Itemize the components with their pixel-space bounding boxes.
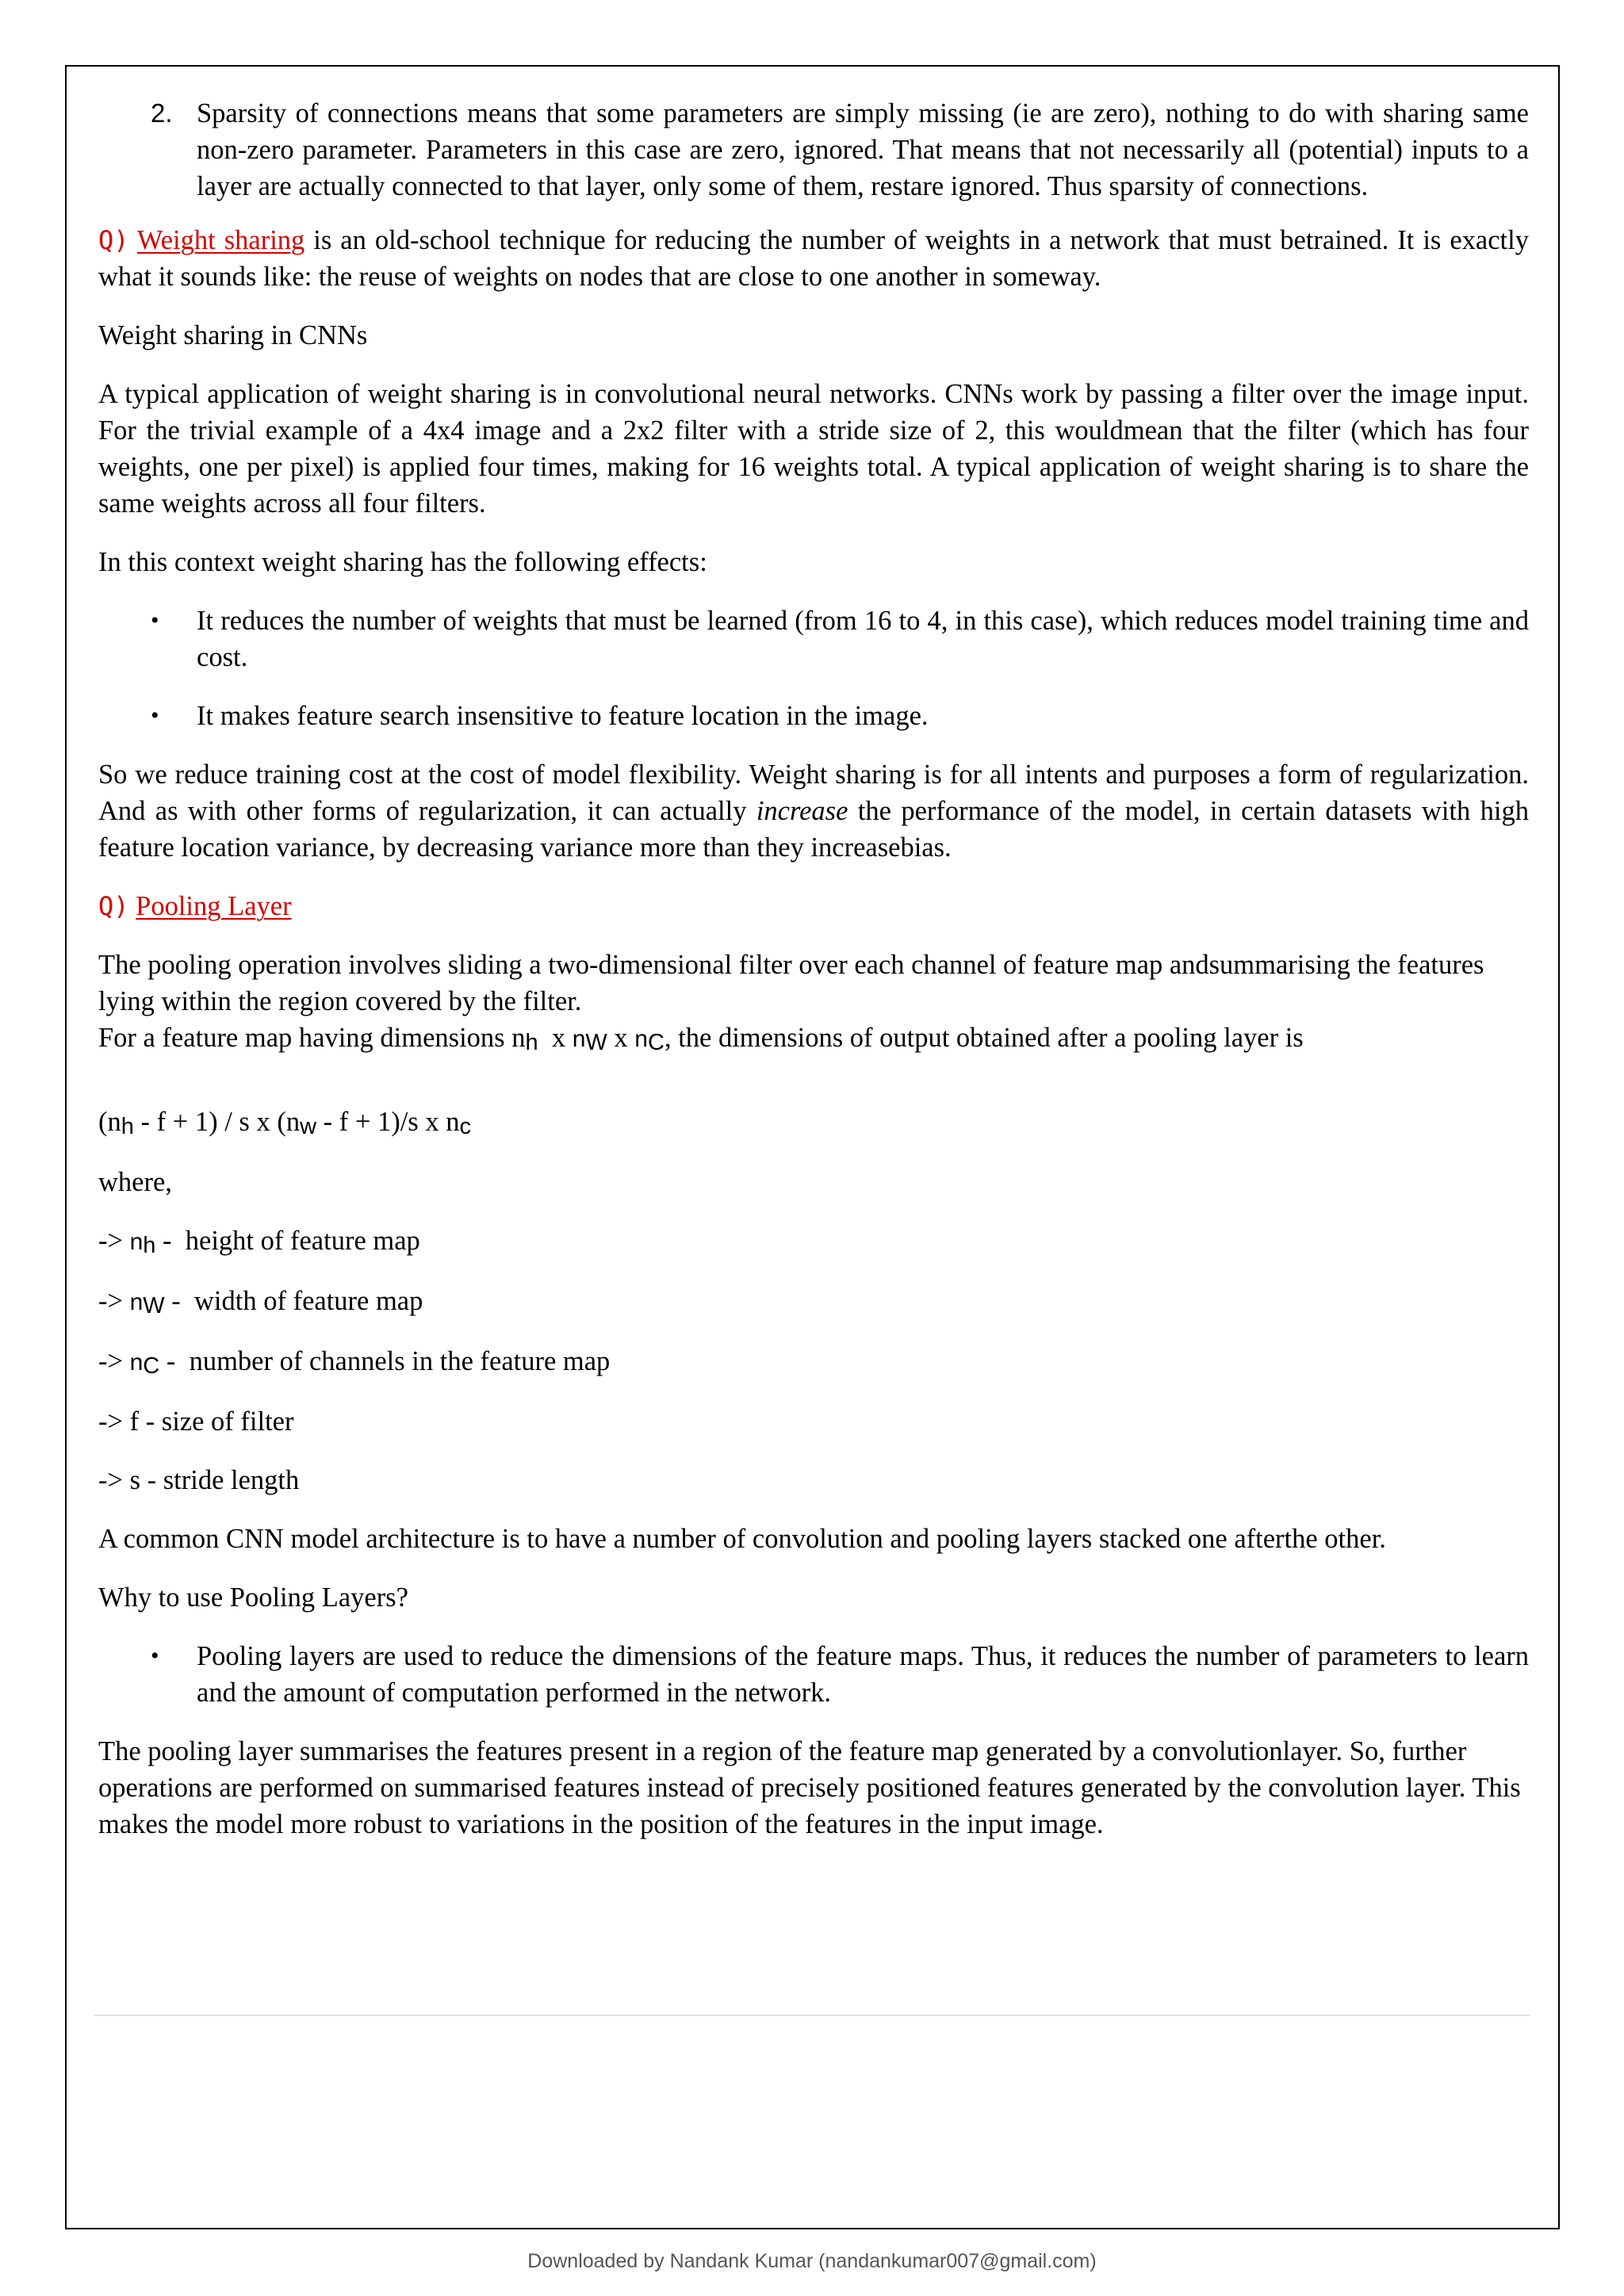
- pooling-dimensions-text: For a feature map having dimensions nh x nW x nC, the dimensions of output obtained after a pooling layer is: [98, 1023, 1304, 1055]
- weight-sharing-paragraph: A typical application of weight sharing is in convolutional neural networks. CNNs work by passing a filter over the image input. For the trivial example of a 4x4 image and a 2x2 filter with a stride size of 2, this wouldmean that the filter (which has four weights, one per pixel) is applied four times, making for 16 weights total. A typical application of weight sharing is to share the same weights across all four filters.: [98, 379, 1529, 519]
- pooling-formula: [98, 1104, 1529, 1142]
- subscript-h: h: [143, 1233, 156, 1258]
- emphasis-increase: increase: [756, 796, 848, 826]
- question-label: Q): [98, 225, 129, 255]
- subscript-h: h: [525, 1030, 538, 1055]
- subscript-c: C: [143, 1353, 160, 1379]
- where-label: where,: [98, 1167, 172, 1197]
- footer-divider: [94, 2015, 1530, 2016]
- definition-f: -> f - size of filter: [98, 1406, 294, 1437]
- why-pooling-heading: Why to use Pooling Layers?: [98, 1582, 408, 1613]
- symbol-n: n: [572, 1026, 586, 1052]
- question-label: Q): [98, 891, 129, 921]
- document-body: [98, 95, 1529, 1865]
- numbered-item-sparsity: [98, 95, 1529, 205]
- conclusion-text: So we reduce training cost at the cost of model flexibility. Weight sharing is for all intents and purposes a form of regularization. And as with other forms of regularization, it can actually: [98, 760, 1529, 826]
- sparsity-text: Sparsity of connections means that some parameters are simply missing (ie are zero), nothing to do with sharing same non-zero parameter. Parameters in this case are zero, ignored. That means that not necessarily all (potential) inputs to a layer are actually connected to that layer, only some of them, restare ignored. Thus sparsity of connections.: [197, 98, 1529, 201]
- weight-sharing-subheading: Weight sharing in CNNs: [98, 320, 368, 350]
- pooling-paragraph: The pooling operation involves sliding a two-dimensional filter over each channel of feature map andsummarising the features lying within the region covered by the filter.: [98, 950, 1484, 1016]
- conclusion-text: the performance of the model, in certain datasets with high feature location variance, by decreasing variance more than they increasebias.: [98, 796, 1529, 863]
- definition-nc: -> nC - number of channels in the feature map: [98, 1346, 611, 1379]
- download-footer: Downloaded by Nandank Kumar (nandankumar007@gmail.com): [527, 2250, 1097, 2272]
- bullet-text: It reduces the number of weights that must be learned (from 16 to 4, in this case), which reduces model training time and cost.: [197, 606, 1529, 672]
- bullet-icon: •: [151, 702, 159, 729]
- weight-sharing-conclusion: [98, 756, 1529, 866]
- symbol-n: n: [634, 1026, 648, 1052]
- bullet-item: [98, 698, 1529, 734]
- pooling-title: Pooling Layer: [136, 891, 292, 921]
- subscript-c: C: [647, 1030, 665, 1055]
- subscript-c: c: [459, 1114, 471, 1139]
- effects-intro: In this context weight sharing has the following effects:: [98, 547, 707, 577]
- formula-part: - f + 1)/s x n: [316, 1107, 460, 1137]
- pooling-heading: [98, 888, 1529, 924]
- bullet-icon: •: [151, 1643, 159, 1669]
- weight-sharing-intro-text: is an old-school technique for reducing the number of weights in a network that must betrained. It is exactly what it sounds like: the reuse of weights on nodes that are close to one another in someway.: [98, 225, 1529, 292]
- pooling-summary: The pooling layer summarises the features present in a region of the feature map generated by a convolutionlayer. So, further operations are performed on summarised features instead of precisely positioned features generated by the convolution layer. This makes the model more robust to variations in the position of the features in the input image.: [98, 1736, 1521, 1839]
- definition-nh: -> nh - height of feature map: [98, 1226, 420, 1258]
- list-number: 2.: [151, 98, 173, 128]
- bullet-item: [98, 1638, 1529, 1711]
- definition-text: number of channels in the feature map: [189, 1346, 611, 1376]
- subscript-w: W: [585, 1030, 607, 1055]
- definition-text: height of feature map: [185, 1226, 420, 1256]
- bullet-text: Pooling layers are used to reduce the dimensions of the feature maps. Thus, it reduces the number of parameters to learn and the amount of computation performed in the network.: [197, 1641, 1529, 1708]
- definition-nw: -> nW - width of feature map: [98, 1286, 423, 1318]
- subscript-w: w: [300, 1114, 317, 1139]
- weight-sharing-title: Weight sharing: [136, 225, 305, 255]
- subscript-h: h: [121, 1114, 134, 1139]
- subscript-w: W: [143, 1293, 165, 1318]
- weight-sharing-intro: [98, 222, 1529, 295]
- common-architecture: A common CNN model architecture is to have a number of convolution and pooling layers stacked one afterthe other.: [98, 1524, 1386, 1554]
- formula-part: (n: [98, 1107, 121, 1137]
- bullet-text: It makes feature search insensitive to feature location in the image.: [197, 701, 929, 731]
- definition-text: width of feature map: [194, 1286, 423, 1316]
- formula-part: - f + 1) / s x (n: [133, 1107, 301, 1137]
- definition-s: -> s - stride length: [98, 1465, 300, 1495]
- dims-text: , the dimensions of output obtained after a pooling layer is: [664, 1023, 1304, 1053]
- bullet-item: [98, 603, 1529, 675]
- bullet-icon: •: [151, 607, 159, 633]
- dims-text: For a feature map having dimensions n: [98, 1023, 526, 1053]
